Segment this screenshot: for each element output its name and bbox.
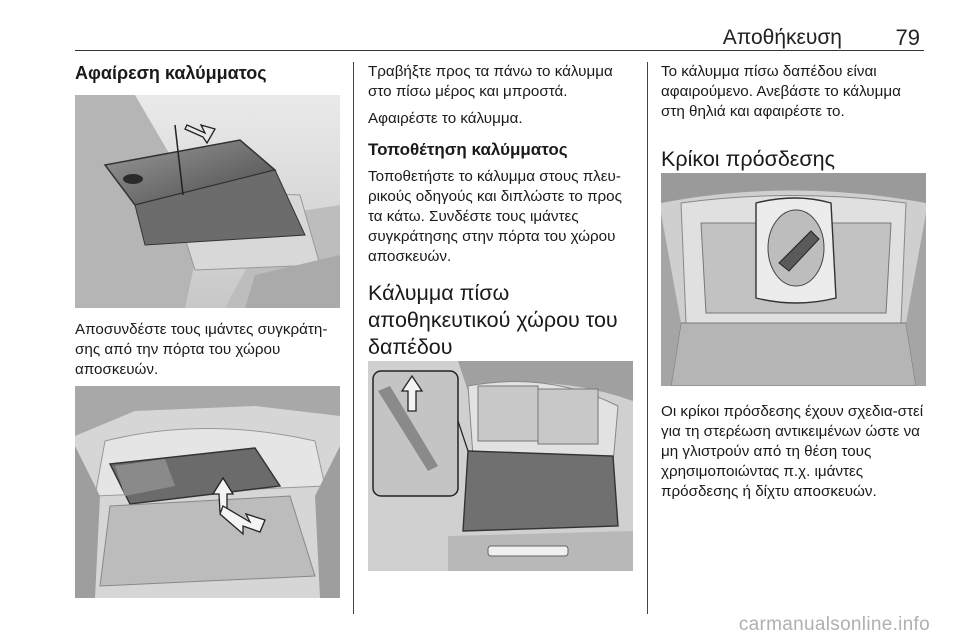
column-3-text [661, 402, 926, 502]
body-paragraph: Αφαιρέστε το κάλυμμα. [368, 110, 523, 127]
column-3 [661, 62, 926, 173]
figure-cover-removal [75, 95, 340, 308]
figure-strap-detach [75, 386, 340, 598]
page-number: 79 [895, 25, 920, 50]
section-heading: Αφαίρεση καλύμματος [75, 63, 267, 83]
body-paragraph: Οι κρίκοι πρόσδεσης έχουν σχεδια-στεί για τη στερέωση αντικειμένων ώστε να μη γλιστρούν από τη θέση τους χρησιμοποιώντας π.χ. ιμάντες πρόσδεσης ή δίχτυ αποσκευών. [661, 403, 924, 500]
column-divider [647, 62, 648, 614]
body-paragraph: Τραβήξτε προς τα πάνω το κάλυμμα στο πίσω μέρος και μπροστά. [368, 63, 613, 100]
subsection-heading: Τοποθέτηση καλύμματος [368, 140, 568, 159]
section-title: Κρίκοι πρόσδεσης [661, 147, 835, 171]
chapter-title: Αποθήκευση [722, 26, 842, 49]
body-paragraph: Αποσυνδέστε τους ιμάντες συγκράτη-σης από την πόρτα του χώρου αποσκευών. [75, 321, 328, 378]
column-1 [75, 62, 340, 84]
column-1-text [75, 320, 343, 380]
page-header [75, 18, 924, 51]
section-title: Κάλυμμα πίσω αποθηκευτικού χώρου του δαπέδου [368, 281, 618, 359]
figure-floor-cover [368, 361, 633, 571]
body-paragraph: Το κάλυμμα πίσω δαπέδου είναι αφαιρούμενο. Ανεβάστε το κάλυμμα στη θηλιά και αφαιρέστε το. [661, 63, 901, 120]
watermark: carmanualsonline.info [738, 614, 930, 635]
figure-tie-down-rings [661, 173, 926, 386]
column-divider [353, 62, 354, 614]
column-2 [368, 62, 636, 361]
body-paragraph: Τοποθετήστε το κάλυμμα στους πλευ-ρικούς οδηγούς και διπλώστε το προς τα κάτω. Συνδέστε τους ιμάντες συγκράτησης στην πόρτα του χώρου αποσκευών. [368, 168, 622, 265]
